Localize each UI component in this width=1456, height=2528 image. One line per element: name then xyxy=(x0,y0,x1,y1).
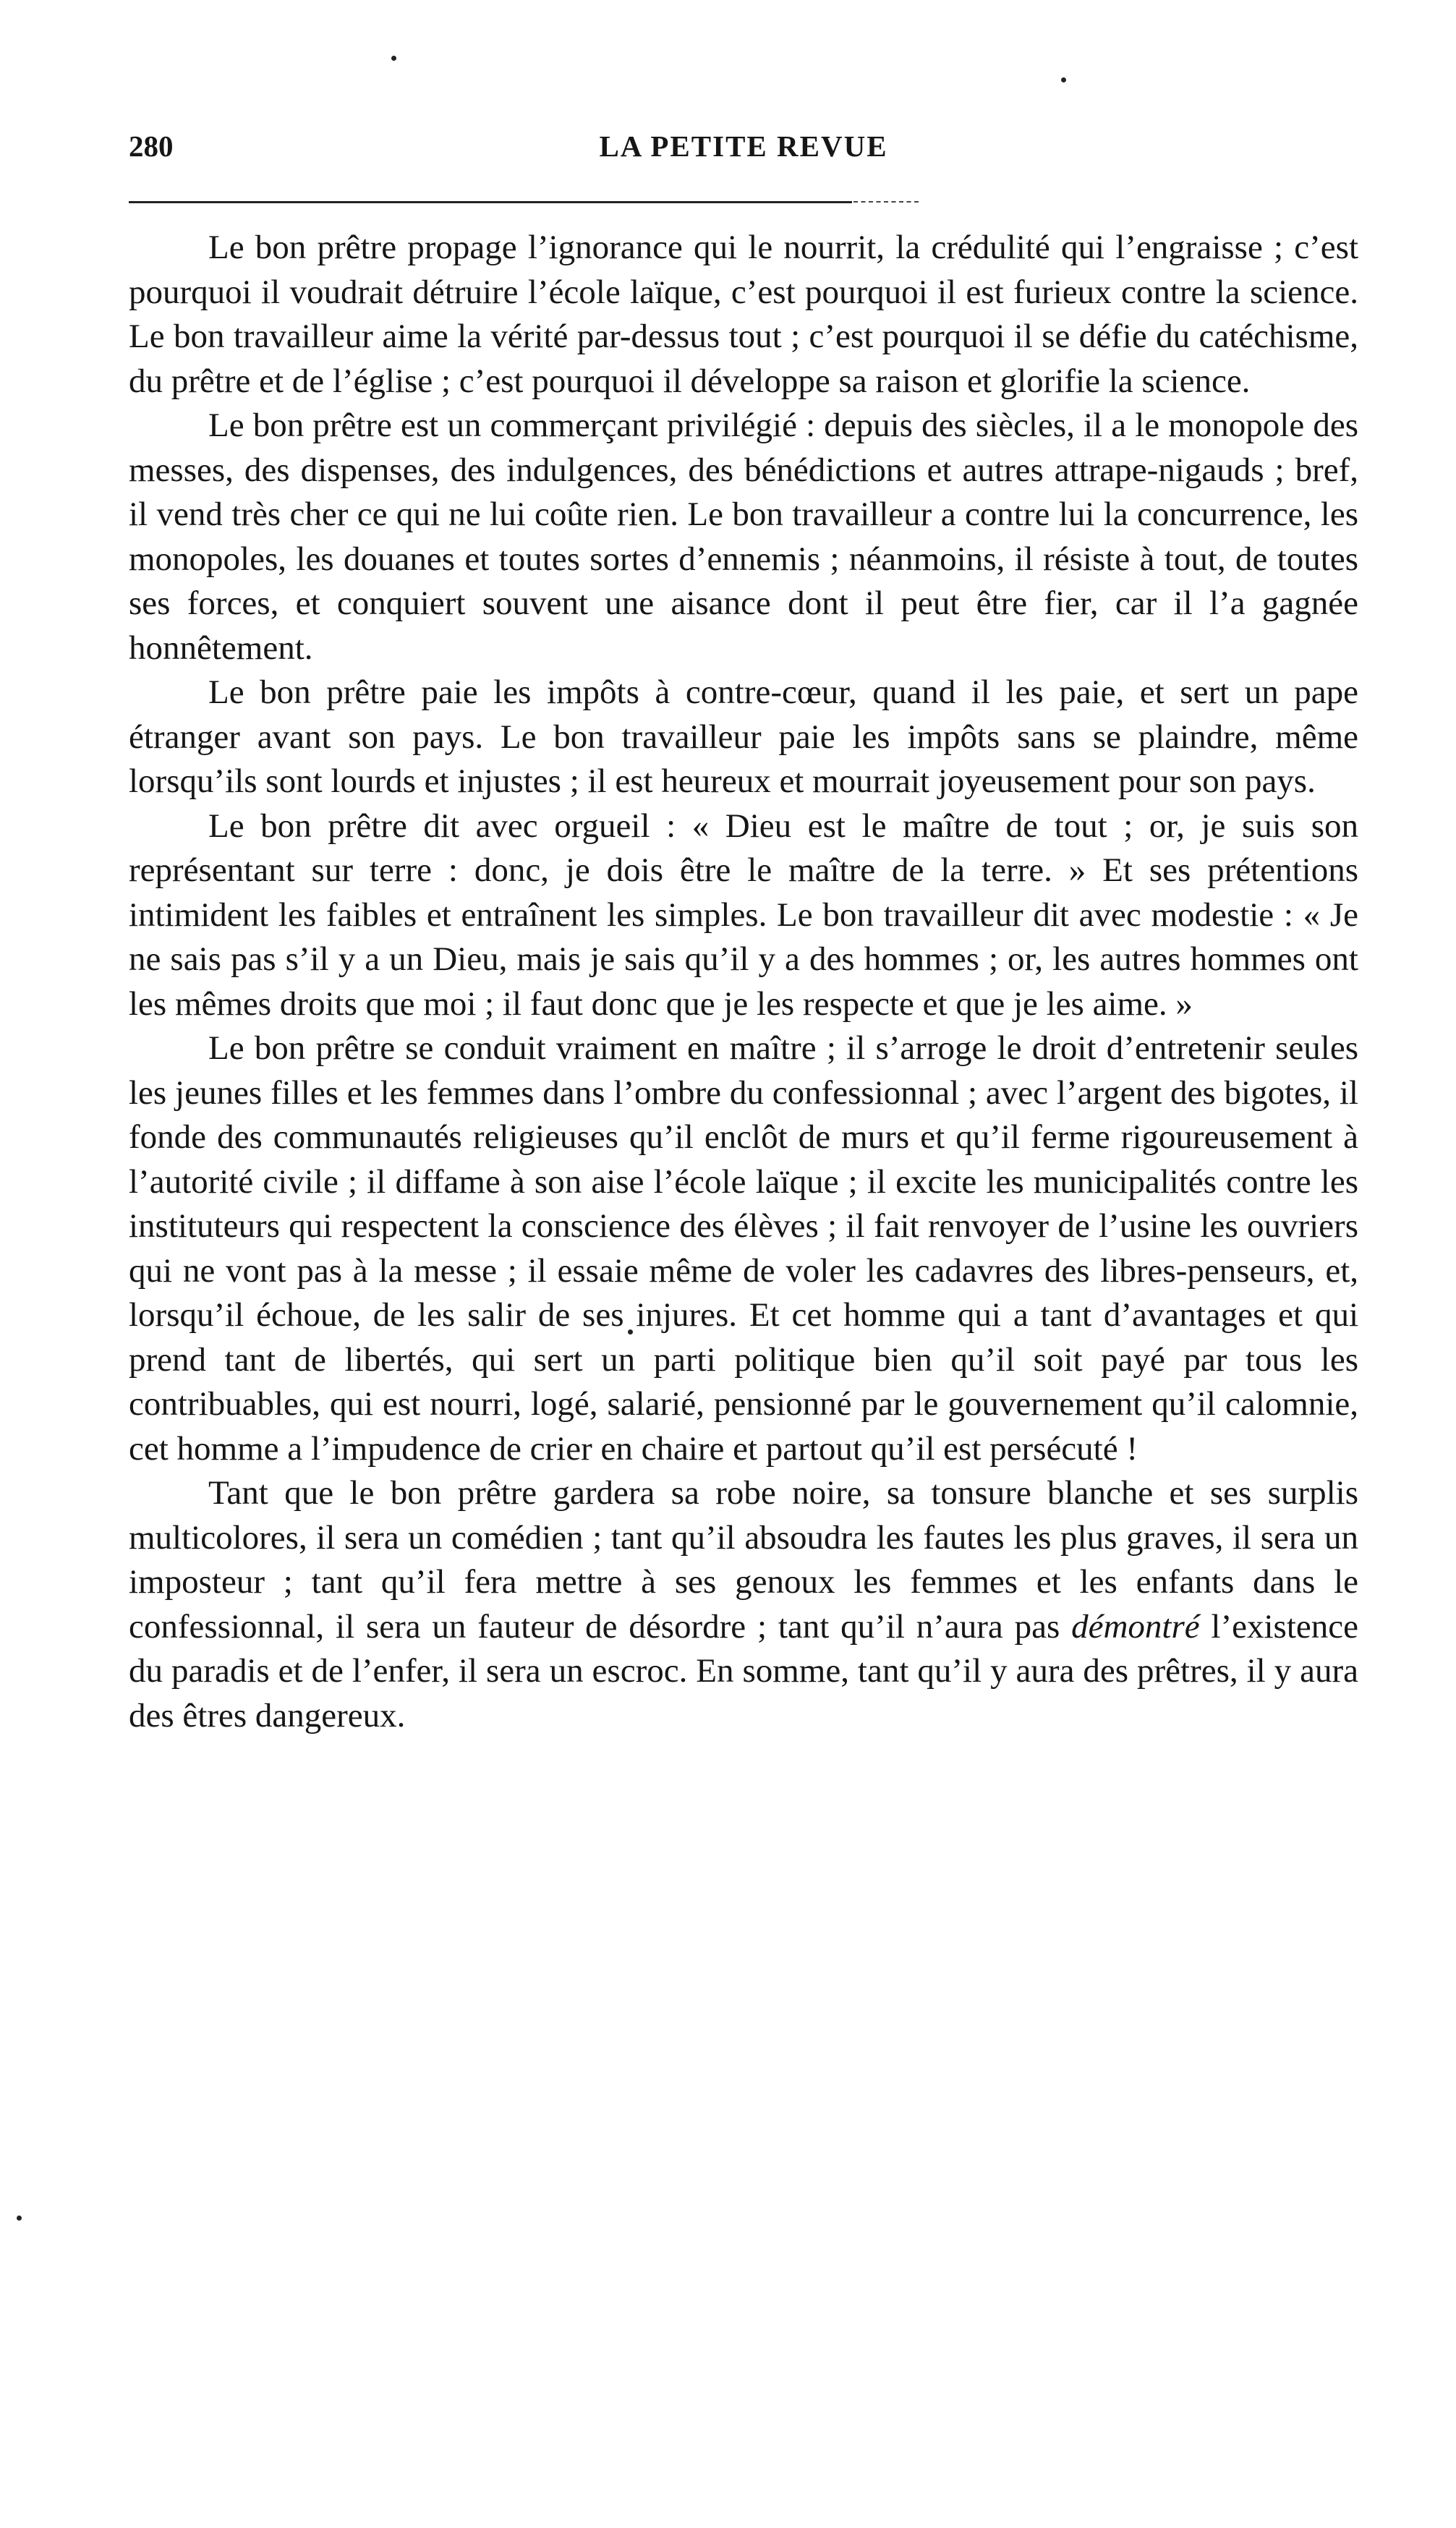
paragraph-text-after: l’existence du paradis et de l’enfer, il sera un escroc. En somme, tant qu’il y aura des prêtres, il y aura des êtres dangereux. xyxy=(129,1607,1358,1735)
print-speck xyxy=(17,2216,22,2221)
page-number: 280 xyxy=(129,129,174,163)
header-rule xyxy=(129,201,852,203)
article-body xyxy=(129,226,1358,1738)
paragraph: Le bon prêtre dit avec orgueil : « Dieu est le maître de tout ; or, je suis son représentant sur terre : donc, je dois être le maître de la terre. » Et ses prétentions intimident les faibles et entraînent les simples. Le bon travailleur dit avec modestie : « Je ne sais pas s’il y a un Dieu, mais je sais qu’il y a des hommes ; or, les autres hommes ont les mêmes droits que moi ; il faut donc que je les respecte et que je les aime. » xyxy=(129,807,1358,1023)
paragraph: Le bon prêtre est un commerçant privilégié : depuis des siècles, il a le monopole des messes, des dispenses, des indulgences, des bénédictions et autres attrape-nigauds ; bref, il vend très cher ce qui ne lui coûte rien. Le bon travailleur a contre lui la concurrence, les monopoles, les douanes et toutes sortes d’ennemis ; néanmoins, il résiste à tout, de toutes ses forces, et conquiert souvent une aisance dont il peut être fier, car il l’a gagnée honnêtement. xyxy=(129,407,1358,667)
paragraph: Le bon prêtre se conduit vraiment en maître ; il s’arroge le droit d’entretenir seules les jeunes filles et les femmes dans l’ombre du confessionnal ; avec l’argent des bigotes, il fonde des communautés religieuses qu’il enclôt de murs et qu’il ferme rigoureusement à l’autorité civile ; il diffame à son aise l’école laïque ; il excite les municipalités contre les instituteurs qui respectent la conscience des élèves ; il fait renvoyer de l’usine les ouvriers qui ne vont pas à la messe ; il essaie même de voler les cadavres des libres-penseurs, et, lorsqu’il échoue, de les salir de ses injures. Et cet homme qui a tant d’avantages et qui prend tant de libertés, qui sert un parti politique bien qu’il soit payé par tous les contribuables, qui est nourri, logé, salarié, pensionné par le gouvernement qu’il calomnie, cet homme a l’impudence de crier en chaire et partout qu’il est persécuté ! xyxy=(129,1029,1358,1468)
header-rule-tail xyxy=(853,201,919,203)
paragraph xyxy=(129,1471,1358,1738)
emphasized-word: démontré xyxy=(1071,1607,1200,1646)
paragraph: Le bon prêtre paie les impôts à contre-cœur, quand il les paie, et sert un pape étranger avant son pays. Le bon travailleur paie les impôts sans se plaindre, même lorsqu’ils sont lourds et injustes ; il est heureux et mourrait joyeusement pour son pays. xyxy=(129,673,1358,800)
paragraph: Le bon prêtre propage l’ignorance qui le nourrit, la crédulité qui l’engraisse ; c’est pourquoi il voudrait détruire l’école laïque, c’est pourquoi il est furieux contre la science. Le bon travailleur aime la vérité par-dessus tout ; c’est pourquoi il se défie du catéchisme, du prêtre et de l’église ; c’est pourquoi il développe sa raison et glorifie la science. xyxy=(129,229,1358,400)
page-header xyxy=(129,129,1358,172)
paragraph-text-before: Tant que le bon prêtre gardera sa robe noire, sa tonsure blanche et ses surplis multicolores, il sera un comédien ; tant qu’il absoudra les fautes les plus graves, il sera un imposteur ; tant qu’il fera mettre à ses genoux les femmes et les enfants dans le confessionnal, il sera un fauteur de désordre ; tant qu’il n’aura pas xyxy=(129,1474,1358,1646)
print-speck xyxy=(391,56,396,61)
print-speck xyxy=(1061,77,1066,82)
running-title: LA PETITE REVUE xyxy=(599,129,888,163)
